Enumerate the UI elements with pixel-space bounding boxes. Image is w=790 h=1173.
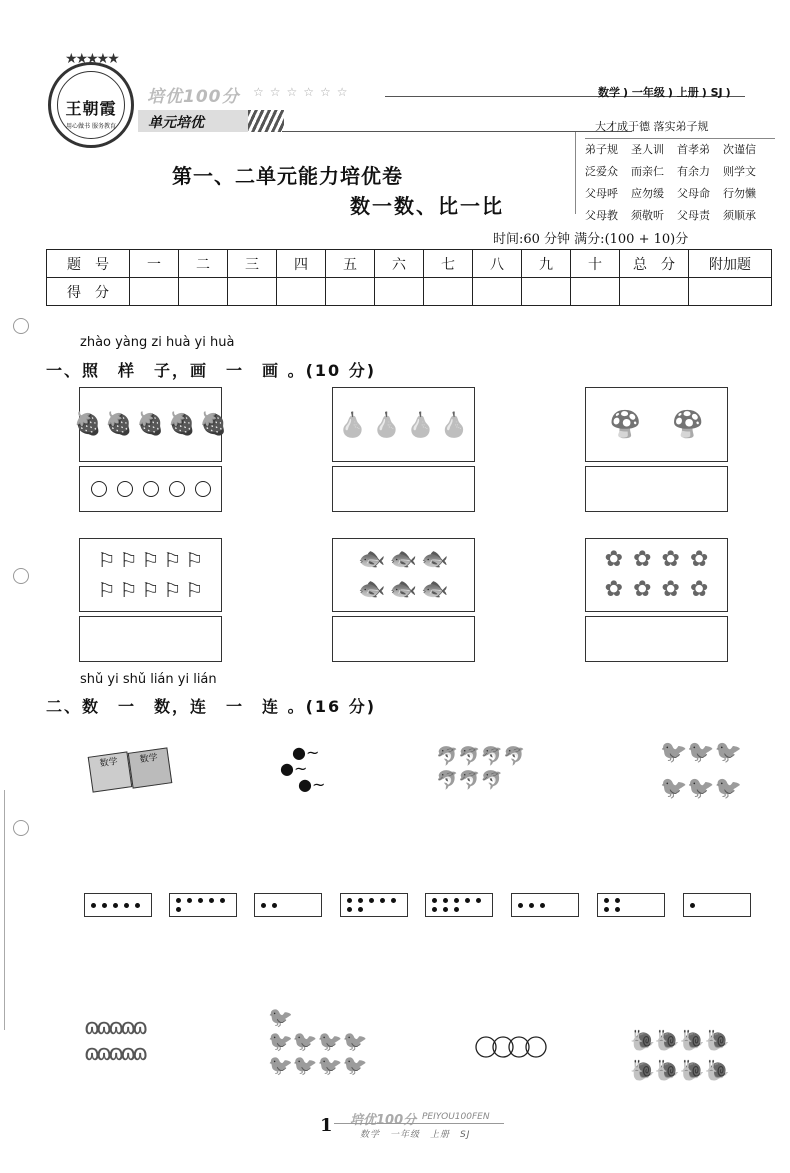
page-title: 第一、二单元能力培优卷 (172, 164, 403, 188)
flower-icon: ✿ (689, 547, 709, 572)
grade-tag-edition: SJ (710, 86, 723, 99)
swallow-icon: 🐦 (317, 1029, 343, 1053)
ostrich-icon: 🐦 (714, 776, 743, 801)
dot-icon (176, 907, 181, 912)
dot-icon (272, 903, 277, 908)
dot-icon (391, 898, 396, 903)
pear-icon-group (333, 388, 474, 461)
dot-icon (261, 903, 266, 908)
picture-box-mushrooms (585, 387, 728, 462)
flag-icon: ⚐ (141, 548, 160, 572)
answer-box-fish[interactable] (332, 616, 475, 662)
footer-brand-en: PEIYOU100FEN (422, 1112, 490, 1122)
flower-icon: ✿ (661, 547, 680, 572)
motto-row (585, 139, 775, 161)
flower-icon: ✿ (661, 577, 680, 602)
mushroom-icon-group (586, 388, 727, 461)
motto-phrase: 则学文 (723, 165, 756, 178)
dot-icon (540, 903, 545, 908)
answer-box-mushrooms[interactable] (585, 466, 728, 512)
motto-phrase: 父母命 (677, 187, 710, 200)
spoon-icon: ɷ (132, 1015, 145, 1040)
snail-icon: 🐌 (704, 1058, 730, 1082)
fish-icon: 🐟 (389, 547, 418, 572)
dot-card-4[interactable] (597, 893, 665, 917)
score-cell[interactable] (620, 278, 689, 306)
logo-name: 王朝霞 (65, 99, 117, 118)
strawberry-icon: 🍓 (168, 412, 196, 437)
motto-phrase: 行勿懒 (723, 187, 756, 200)
unit-tag (138, 110, 278, 132)
strawberry-icon: 🍓 (199, 412, 228, 437)
dot-icon (454, 907, 459, 912)
flower-icon: ✿ (604, 577, 624, 602)
score-cell[interactable] (179, 278, 228, 306)
dot-icon (220, 898, 225, 903)
pear-icon: 🍐 (405, 410, 436, 439)
dot-card-2[interactable] (254, 893, 322, 917)
table-cell: 得 分 (47, 278, 130, 306)
dot-card-7[interactable] (340, 893, 408, 917)
swallows-picture (268, 1005, 396, 1077)
picture-box-fish (332, 538, 475, 612)
grade-tag-grade: 一年级 (631, 86, 665, 99)
dolphin-icon: 🐬 (480, 746, 504, 767)
flag-icon: ⚐ (141, 578, 160, 602)
strawberry-icon-group (73, 388, 228, 461)
mushroom-icon: 🍄 (609, 409, 642, 440)
table-cell: 七 (424, 250, 473, 278)
table-cell: 五 (326, 250, 375, 278)
fish-icon: 🐟 (421, 577, 449, 602)
footer-meta: 数学 一年级 上册 SJ (360, 1130, 471, 1140)
binder-hole-icon (13, 318, 29, 334)
table-cell: 题 号 (47, 250, 130, 278)
answer-box-example (79, 466, 222, 512)
time-info: 时间:60 分钟 满分:(100 + 10)分 (493, 232, 689, 247)
ostrich-icon: 🐦 (660, 740, 688, 765)
pear-icon: 🍐 (371, 410, 402, 439)
dot-icon (690, 903, 695, 908)
motto-phrase: 圣人训 (631, 143, 664, 156)
motto-panel (585, 116, 775, 227)
circle-icon (169, 481, 185, 497)
unit-divider (282, 131, 632, 132)
picture-box-pears (332, 387, 475, 462)
dolphins-picture (436, 745, 564, 793)
dot-icon (369, 898, 374, 903)
spoon-icon: ɷ (84, 1015, 97, 1040)
flag-icon: ⚐ (119, 548, 138, 572)
spoon-icon: ɷ (132, 1041, 145, 1066)
section2-pinyin: shǔ yi shǔ lián yi lián (80, 672, 217, 687)
table-cell: 九 (522, 250, 571, 278)
book-label: 数学 (99, 756, 119, 770)
snail-icon: 🐌 (704, 1028, 730, 1052)
strawberry-icon: 🍓 (105, 412, 133, 437)
table-cell: 附加题 (689, 250, 772, 278)
margin-line (4, 790, 5, 1030)
score-cell[interactable] (689, 278, 772, 306)
snail-icon: 🐌 (679, 1028, 705, 1052)
answer-box-flags[interactable] (79, 616, 222, 662)
dot-icon (529, 903, 534, 908)
picture-box-strawberries (73, 387, 228, 462)
snail-icon: 🐌 (654, 1058, 680, 1082)
swallow-icon: 🐦 (317, 1053, 343, 1077)
dot-grid (347, 898, 407, 912)
mushroom-icon: 🍄 (671, 409, 704, 440)
score-table (46, 249, 772, 306)
dolphin-icon: 🐬 (458, 746, 481, 767)
dot-icon (443, 898, 448, 903)
motto-phrase: 父母呼 (585, 187, 618, 200)
strawberry-icon: 🍓 (73, 412, 102, 437)
grade-tag-subject: 数学 (598, 86, 620, 99)
flower-icon: ✿ (604, 547, 624, 572)
swallow-icon: 🐦 (268, 1005, 293, 1029)
tadpoles-picture (280, 745, 325, 793)
score-cell[interactable] (473, 278, 522, 306)
page-number: 1 (320, 1115, 333, 1136)
book-icon (88, 751, 133, 792)
swallow-icon: 🐦 (268, 1029, 293, 1053)
dot-icon (604, 898, 609, 903)
flag-icon: ⚐ (97, 548, 116, 572)
motto-head: 大才成于德 落实弟子规 (585, 116, 775, 139)
dot-icon (102, 903, 107, 908)
answer-box-pears[interactable] (332, 466, 475, 512)
flower-icon-group (586, 539, 727, 605)
table-cell: 六 (375, 250, 424, 278)
stripes-decoration (248, 110, 284, 132)
dolphin-icon: 🐬 (436, 746, 459, 767)
fish-icon: 🐟 (358, 577, 386, 602)
motto-phrase: 应勿缓 (631, 187, 664, 200)
unit-tag-label: 单元培优 (148, 115, 204, 131)
snail-icon: 🐌 (630, 1028, 655, 1052)
section1-pinyin: zhào yàng zi huà yi huà (80, 335, 235, 350)
dolphin-icon: 🐬 (503, 746, 526, 767)
pear-icon: 🍐 (337, 410, 368, 439)
dot-icon (187, 898, 192, 903)
motto-row (585, 205, 775, 227)
flag-icon: ⚐ (163, 548, 182, 572)
book-label: 数学 (139, 752, 159, 766)
motto-row (585, 161, 775, 183)
section2-title: 二、数 一 数，连 一 连 。(16 分) (46, 697, 377, 716)
dot-icon (432, 898, 437, 903)
page-footer (320, 1112, 520, 1145)
dot-icon (432, 907, 437, 912)
fish-icon-group (333, 539, 474, 605)
dot-icon (209, 898, 214, 903)
tadpole-icon: ●~ (298, 775, 326, 794)
circle-icon (143, 481, 159, 497)
flower-icon: ✿ (689, 577, 709, 602)
flag-icon: ⚐ (185, 548, 204, 572)
motto-phrase: 首孝弟 (677, 143, 710, 156)
score-cell[interactable] (326, 278, 375, 306)
rings-picture (474, 1034, 548, 1060)
brand-logo (48, 51, 134, 148)
dot-icon (604, 907, 609, 912)
table-cell: 四 (277, 250, 326, 278)
crown-icon: ★★★★★ (65, 51, 118, 67)
dot-card-6[interactable] (169, 893, 237, 917)
flag-icon: ⚐ (163, 578, 182, 602)
score-cell[interactable] (522, 278, 571, 306)
spoon-icon: ɷ (84, 1041, 97, 1066)
circle-icon (117, 481, 133, 497)
brand-text: 培优100分 (147, 87, 240, 107)
dot-card-3[interactable] (511, 893, 579, 917)
dot-icon (135, 903, 140, 908)
motto-phrase: 弟子规 (585, 143, 618, 156)
fish-icon: 🐟 (358, 547, 386, 572)
spoon-icon: ɷ (108, 1015, 121, 1040)
logo-slogan: 用心做书 服务教育 (66, 123, 116, 130)
ostrich-icon: 🐦 (687, 776, 715, 801)
motto-phrase: 父母责 (677, 209, 710, 222)
table-cell: 总 分 (620, 250, 689, 278)
dolphin-icon: 🐬 (458, 770, 481, 791)
swallow-icon: 🐦 (342, 1053, 368, 1077)
dot-icon (615, 898, 620, 903)
table-cell: 八 (473, 250, 522, 278)
picture-box-flags (79, 538, 222, 612)
binder-hole-icon (13, 568, 29, 584)
circle-icon (195, 481, 211, 497)
motto-phrase: 父母教 (585, 209, 618, 222)
dot-card-8[interactable] (425, 893, 493, 917)
flag-icon: ⚐ (185, 578, 204, 602)
dot-icon (347, 898, 352, 903)
fish-icon: 🐟 (389, 577, 418, 602)
swallow-icon: 🐦 (292, 1053, 318, 1077)
spoon-icon: ɷ (120, 1015, 133, 1040)
motto-divider (575, 132, 576, 214)
page-subtitle: 数一数、比一比 (350, 194, 504, 218)
dot-icon (176, 898, 181, 903)
answer-box-flowers[interactable] (585, 616, 728, 662)
dot-grid (176, 898, 236, 912)
flower-icon: ✿ (633, 577, 652, 602)
dot-grid (432, 898, 492, 912)
ostriches-picture (660, 735, 744, 807)
fish-icon: 🐟 (421, 547, 449, 572)
tadpole-icon: ●~ (292, 743, 320, 762)
flag-icon: ⚐ (119, 578, 138, 602)
motto-phrase: 须敬听 (631, 209, 664, 222)
snail-icon: 🐌 (630, 1058, 655, 1082)
spoon-icon: ɷ (120, 1041, 133, 1066)
flag-icon: ⚐ (97, 578, 116, 602)
example-circles (80, 467, 221, 511)
dolphin-icon: 🐬 (436, 770, 459, 791)
dot-icon (124, 903, 129, 908)
score-table-header-row (47, 250, 772, 278)
snails-picture (630, 1025, 770, 1085)
grade-tag-volume: 上册 (676, 86, 699, 99)
flag-icon-group (80, 539, 221, 605)
dot-card-5[interactable] (84, 893, 152, 917)
dot-icon (91, 903, 96, 908)
spoon-icon: ɷ (96, 1015, 109, 1040)
dot-icon (358, 898, 363, 903)
binder-hole-icon (13, 820, 29, 836)
books-picture (90, 748, 170, 792)
footer-brand: 培优100分 (350, 1113, 417, 1128)
dot-icon (443, 907, 448, 912)
swallow-icon: 🐦 (292, 1029, 318, 1053)
spoon-icon: ɷ (108, 1041, 121, 1066)
dot-icon (358, 907, 363, 912)
motto-phrase: 而亲仁 (631, 165, 664, 178)
spoons-picture (84, 1015, 184, 1067)
dot-icon (380, 898, 385, 903)
score-cell[interactable] (424, 278, 473, 306)
star-rating-icon: ☆☆☆☆☆☆ (253, 85, 354, 99)
section1-title: 一、照 样 子，画 一 画 。(10 分) (46, 361, 377, 380)
score-cell[interactable] (228, 278, 277, 306)
table-cell: 十 (571, 250, 620, 278)
dot-icon (347, 907, 352, 912)
table-cell: 一 (130, 250, 179, 278)
grade-tag: 数学 ) 一年级 ) 上册 ) SJ ) (598, 86, 731, 99)
dot-icon (615, 907, 620, 912)
swallow-icon: 🐦 (342, 1029, 368, 1053)
snail-icon: 🐌 (679, 1058, 705, 1082)
motto-phrase: 须顺承 (723, 209, 756, 222)
strawberry-icon: 🍓 (136, 412, 165, 437)
swallow-icon: 🐦 (268, 1053, 293, 1077)
score-cell[interactable] (277, 278, 326, 306)
score-table-score-row (47, 278, 772, 306)
ostrich-icon: 🐦 (687, 740, 715, 765)
dot-icon (476, 898, 481, 903)
dot-card-1[interactable] (683, 893, 751, 917)
dot-grid (604, 898, 628, 912)
score-cell[interactable] (130, 278, 179, 306)
dot-icon (113, 903, 118, 908)
snail-icon: 🐌 (654, 1028, 680, 1052)
table-cell: 二 (179, 250, 228, 278)
picture-box-flowers (585, 538, 728, 612)
ostrich-icon: 🐦 (714, 740, 743, 765)
motto-row (585, 183, 775, 205)
dot-icon (518, 903, 523, 908)
dot-icon (454, 898, 459, 903)
motto-phrase: 泛爱众 (585, 165, 618, 178)
score-cell[interactable] (375, 278, 424, 306)
ostrich-icon: 🐦 (660, 776, 688, 801)
tadpole-icon: ●~ (280, 759, 308, 778)
table-cell: 三 (228, 250, 277, 278)
dot-icon (198, 898, 203, 903)
flower-icon: ✿ (633, 547, 652, 572)
dolphin-icon: 🐬 (480, 770, 504, 791)
book-icon (128, 747, 173, 788)
pear-icon: 🍐 (439, 410, 470, 439)
dot-icon (465, 898, 470, 903)
spoon-icon: ɷ (96, 1041, 109, 1066)
motto-phrase: 次谨信 (723, 143, 756, 156)
score-cell[interactable] (571, 278, 620, 306)
circle-icon (91, 481, 107, 497)
footer-arrow-line (334, 1123, 504, 1124)
motto-phrase: 有余力 (677, 165, 710, 178)
